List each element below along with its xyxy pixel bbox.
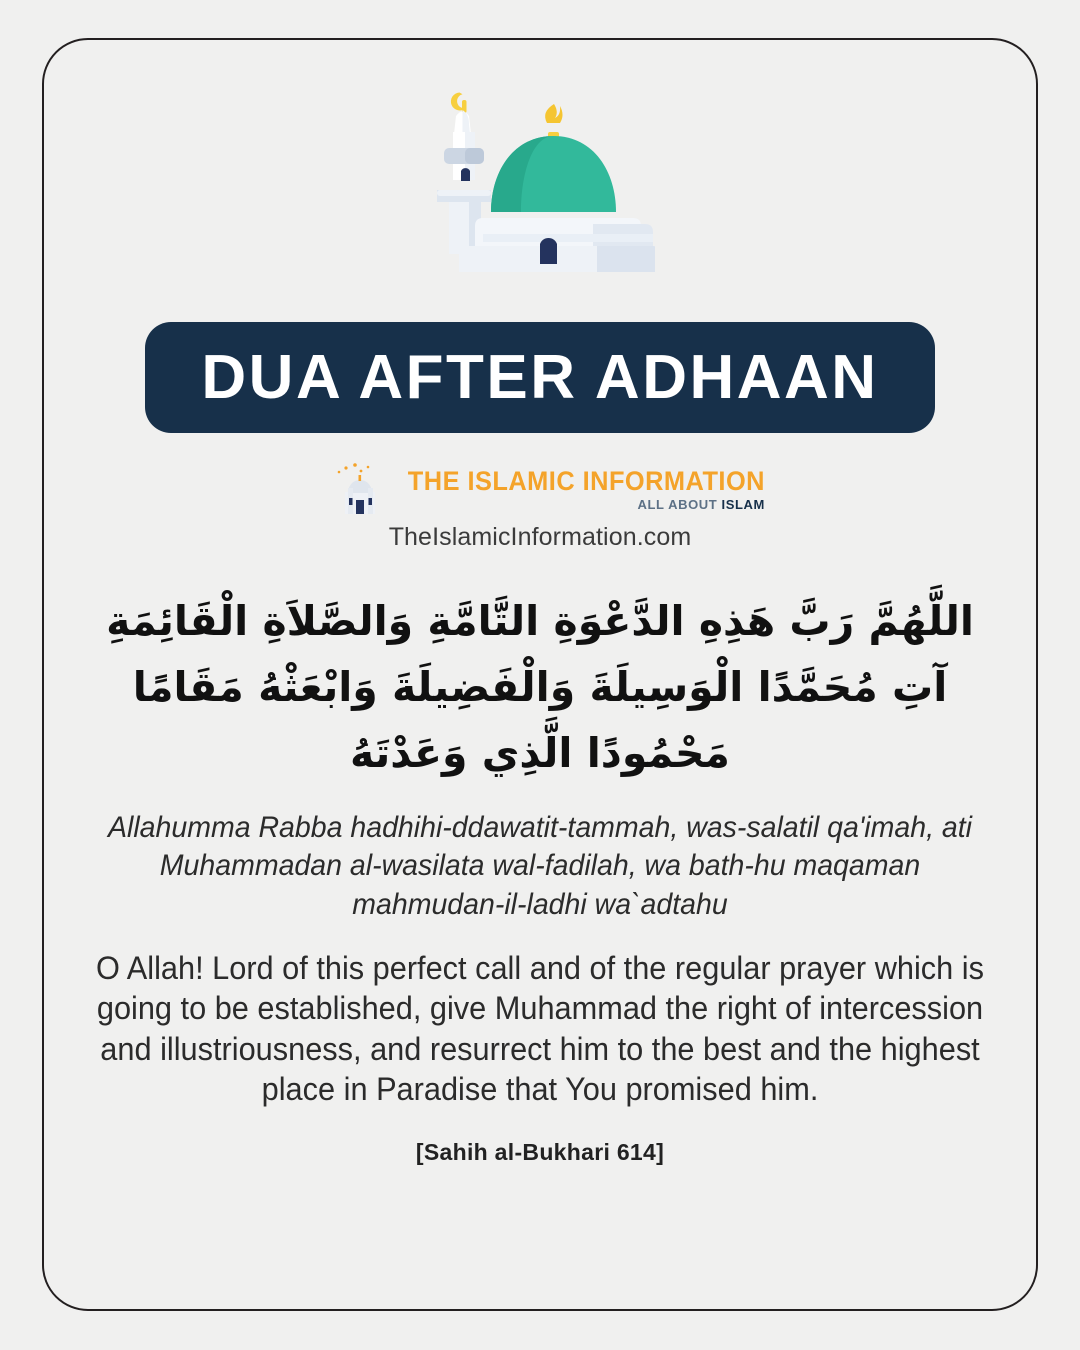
page-title: DUA AFTER ADHAAN [201, 342, 879, 412]
card-content [42, 38, 1038, 1311]
dua-arabic-line-2: آتِ مُحَمَّدًا الْوَسِيلَةَ وَالْفَضِيلَةَ وَابْعَثْهُ مَقَامًا [132, 662, 948, 711]
brand-tagline [638, 498, 765, 511]
brand-tagline-prefix: ALL ABOUT [637, 496, 722, 512]
brand-tagline-highlight: ISLAM [721, 496, 765, 512]
dua-reference: [Sahih al-Bukhari 614] [415, 1139, 665, 1166]
dua-transliteration: Allahumma Rabba hadhihi-ddawatit-tammah, was-salatil qa'imah, ati Muhammadan al-wasilata wal-fadilah, wa bath-hu maqaman mahmudan-il-ladhi wa`adtahu [107, 810, 973, 921]
brand-logo[interactable] [315, 461, 765, 517]
dua-translation: O Allah! Lord of this perfect call and of the regular prayer which is going to be established, give Muhammad the right of intercession and illustriousness, and resurrect him to the best and the highest place in Paradise that You promised him. [96, 949, 984, 1107]
dua-arabic-line-1: اللَّهُمَّ رَبَّ هَذِهِ الدَّعْوَةِ التَّامَّةِ وَالصَّلاَةِ الْقَائِمَةِ [106, 596, 974, 645]
crescent-mosque-logo-icon [315, 462, 381, 516]
brand-wordmark [385, 465, 765, 512]
mosque-illustration [425, 86, 655, 282]
brand-title: THE ISLAMIC INFORMATION [407, 465, 765, 496]
title-banner [145, 322, 935, 433]
dua-arabic [80, 588, 1000, 787]
brand-block [315, 461, 765, 552]
brand-domain[interactable]: TheIslamicInformation.com [388, 523, 692, 551]
dua-arabic-line-3: مَحْمُودًا الَّذِي وَعَدْتَهُ [350, 729, 730, 778]
